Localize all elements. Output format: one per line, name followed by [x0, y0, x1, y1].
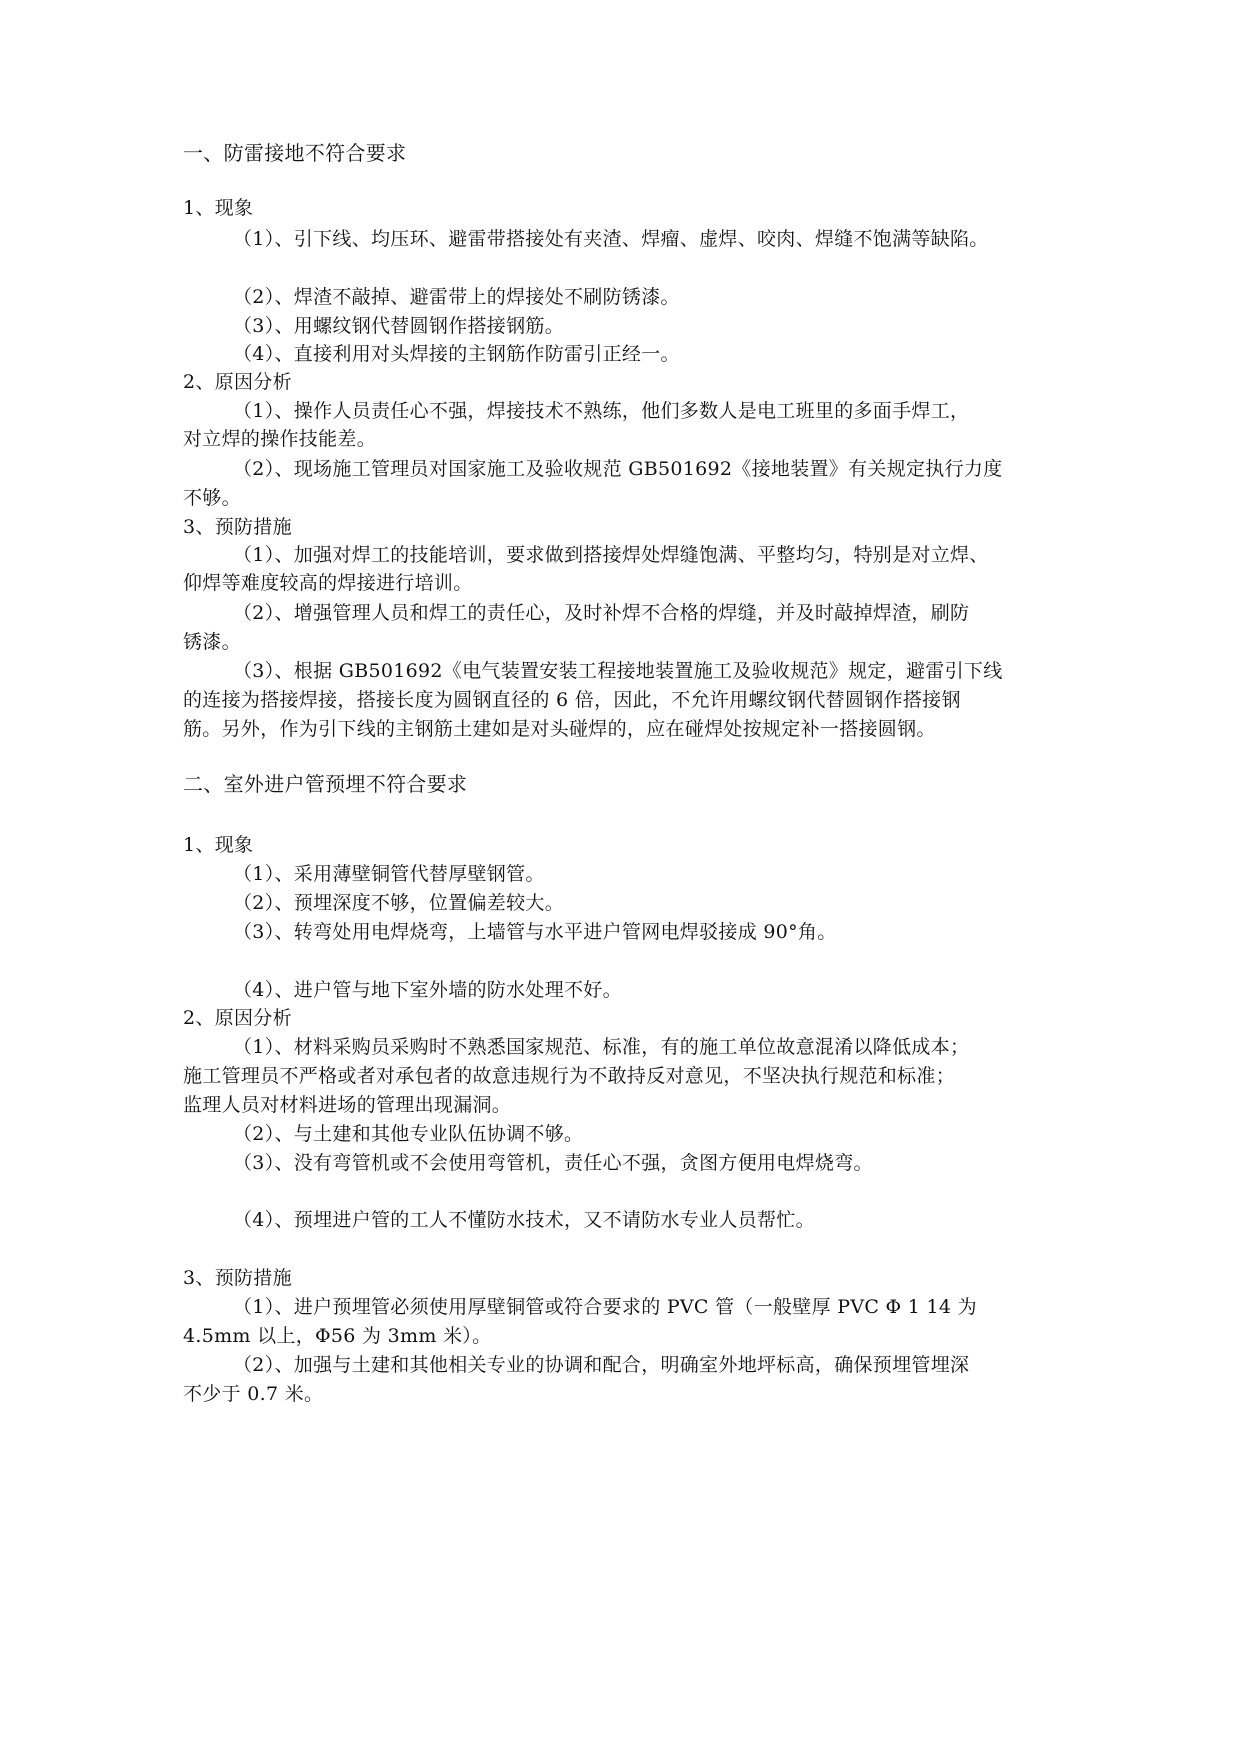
section-heading: 二、室外进户管预埋不符合要求 [183, 772, 468, 796]
paragraph-line: 4.5mm 以上，Φ56 为 3mm 米）。 [183, 1325, 492, 1347]
paragraph-line: 不少于 0.7 米。 [183, 1383, 324, 1405]
paragraph-line: （2）、焊渣不敲掉、避雷带上的焊接处不刷防锈漆。 [233, 286, 680, 308]
paragraph-line: （1）、加强对焊工的技能培训，要求做到搭接焊处焊缝饱满、平整均匀，特别是对立焊、 [233, 544, 989, 566]
paragraph-line: （4）、进户管与地下室外墙的防水处理不好。 [233, 979, 622, 1001]
paragraph-line: （3）、转弯处用电焊烧弯，上墙管与水平进户管网电焊驳接成 90°角。 [233, 921, 837, 943]
paragraph-line: 施工管理员不严格或者对承包者的故意违规行为不敢持反对意见，不坚决执行规范和标准； [183, 1065, 956, 1087]
paragraph-line: （2）、加强与土建和其他相关专业的协调和配合，明确室外地坪标高，确保预埋管埋深 [233, 1354, 970, 1376]
subsection-heading: 1、现象 [183, 834, 254, 856]
paragraph-line: （2）、预埋深度不够，位置偏差较大。 [233, 892, 564, 914]
paragraph-line: （3）、没有弯管机或不会使用弯管机，责任心不强，贪图方便用电焊烧弯。 [233, 1152, 873, 1174]
paragraph-line: （1）、引下线、均压环、避雷带搭接处有夹渣、焊瘤、虚焊、咬肉、焊缝不饱满等缺陷。 [233, 228, 989, 250]
subsection-heading: 3、预防措施 [183, 1267, 292, 1289]
paragraph-line: （2）、现场施工管理员对国家施工及验收规范 GB501692《接地装置》有关规定执行力度 [233, 458, 1003, 480]
subsection-heading: 2、原因分析 [183, 371, 292, 393]
subsection-heading: 2、原因分析 [183, 1007, 292, 1029]
subsection-heading: 1、现象 [183, 197, 254, 219]
paragraph-line: （1）、采用薄壁铜管代替厚壁钢管。 [233, 863, 545, 885]
paragraph-line: 筋。另外，作为引下线的主钢筋土建如是对头碰焊的，应在碰焊处按规定补一搭接圆钢。 [183, 718, 936, 740]
paragraph-line: （3）、根据 GB501692《电气装置安装工程接地装置施工及验收规范》规定，避雷引下线 [233, 660, 1003, 682]
paragraph-line: 仰焊等难度较高的焊接进行培训。 [183, 572, 473, 594]
paragraph-line: （1）、操作人员责任心不强，焊接技术不熟练，他们多数人是电工班里的多面手焊工， [233, 400, 970, 422]
paragraph-line: 对立焊的操作技能差。 [183, 428, 377, 450]
paragraph-line: （1）、进户预埋管必须使用厚壁铜管或符合要求的 PVC 管（一般壁厚 PVC Φ 1 14 为 [233, 1296, 977, 1318]
paragraph-line: 的连接为搭接焊接，搭接长度为圆钢直径的 6 倍，因此，不允许用螺纹钢代替圆钢作搭接钢 [183, 689, 961, 711]
subsection-heading: 3、预防措施 [183, 516, 292, 538]
paragraph-line: （4）、直接利用对头焊接的主钢筋作防雷引正经一。 [233, 343, 680, 365]
paragraph-line: 锈漆。 [183, 631, 241, 653]
paragraph-line: （4）、预埋进户管的工人不懂防水技术，又不请防水专业人员帮忙。 [233, 1209, 815, 1231]
paragraph-line: （1）、材料采购员采购时不熟悉国家规范、标准，有的施工单位故意混淆以降低成本； [233, 1036, 970, 1058]
paragraph-line: （2）、与土建和其他专业队伍协调不够。 [233, 1123, 584, 1145]
paragraph-line: 不够。 [183, 487, 241, 509]
paragraph-line: （2）、增强管理人员和焊工的责任心，及时补焊不合格的焊缝，并及时敲掉焊渣，刷防 [233, 602, 970, 624]
paragraph-line: （3）、用螺纹钢代替圆钢作搭接钢筋。 [233, 315, 564, 337]
paragraph-line: 监理人员对材料进场的管理出现漏洞。 [183, 1094, 512, 1116]
section-heading: 一、防雷接地不符合要求 [183, 141, 407, 165]
